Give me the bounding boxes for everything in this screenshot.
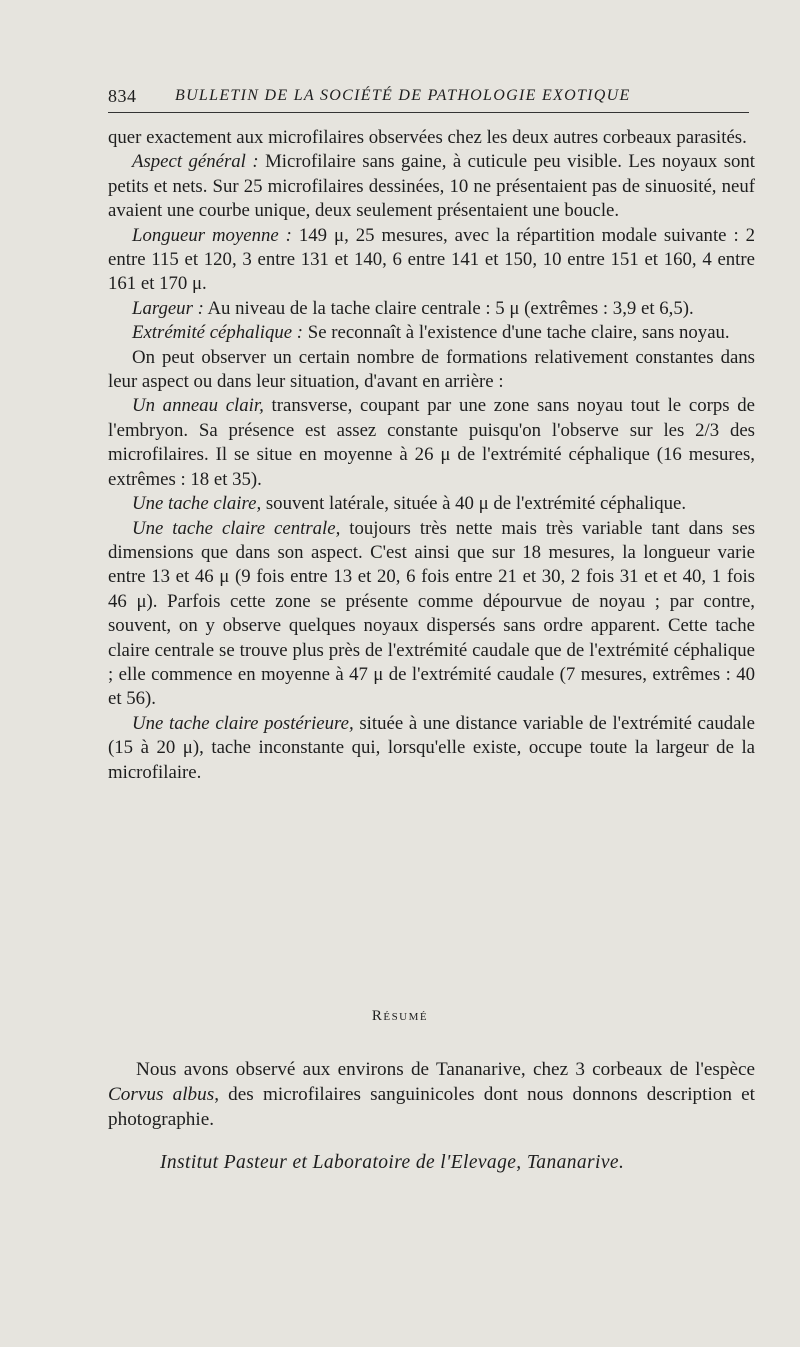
resume-text-after: , des microfilaires sanguinicoles dont nous donnons description et photographie. <box>108 1084 756 1130</box>
label-largeur: Largeur : <box>132 297 204 319</box>
resume-paragraph <box>108 1057 755 1132</box>
label-longueur: Longueur moyenne : <box>132 224 292 246</box>
paragraph-longueur <box>108 224 755 297</box>
text-anneau-clair: transverse, coupant par une zone sans noyau tout le corps de l'embryon. Sa présence est assez constante puisqu'on l'observe sur les 2/3 des microfilaires. Il se situe en moyenne à 26 μ de l'extrémité céphalique (16 mesures, extrêmes : 18 et 35). <box>108 395 756 490</box>
label-tache-centrale: Une tache claire centrale, <box>132 517 341 539</box>
label-aspect-general: Aspect général : <box>132 151 259 173</box>
page-number: 834 <box>108 86 137 106</box>
paragraph-continuation: quer exactement aux microfilaires observées chez les deux autres corbeaux parasités. <box>108 127 747 148</box>
page-header <box>108 86 748 112</box>
resume-body <box>108 1057 755 1132</box>
article-body <box>108 126 755 785</box>
paragraph-tache-centrale <box>108 517 755 712</box>
label-tache-posterieure: Une tache claire postérieure, <box>132 712 354 734</box>
label-anneau-clair: Un anneau clair, <box>132 395 264 417</box>
resume-species: Corvus albus <box>108 1084 215 1105</box>
header-rule <box>108 112 749 113</box>
paragraph-tache-claire <box>108 492 755 516</box>
paragraph-tache-posterieure <box>108 712 755 785</box>
paragraph-extremite-cephalique <box>108 321 755 345</box>
author-affiliation: Institut Pasteur et Laboratoire de l'Elevage, Tananarive. <box>160 1152 625 1173</box>
text-tache-posterieure: située à une distance variable de l'extrémité caudale (15 à 20 μ), tache inconstante qui, lorsqu'elle existe, occupe toute la largeur de la microfilaire. <box>108 712 755 783</box>
paragraph-anneau-clair <box>108 394 755 492</box>
paragraph-largeur <box>108 297 755 321</box>
text-extremite-cephalique: Se reconnaît à l'existence d'une tache claire, sans noyau. <box>303 322 730 344</box>
paragraph-formations: On peut observer un certain nombre de formations relativement constantes dans leur aspect ou dans leur situation, d'avant en arrière : <box>108 346 755 393</box>
text-largeur: Au niveau de la tache claire centrale : 5 μ (extrêmes : 3,9 et 6,5). <box>203 297 694 319</box>
label-extremite-cephalique: Extrémité céphalique : <box>132 322 304 344</box>
text-aspect-general: Microfilaire sans gaine, à cuticule peu visible. Les noyaux sont petits et nets. Sur 25 microfilaires dessinées, 10 ne présentaient pas de sinuosité, neuf avaient une courbe unique, deux seulement présentaient une boucle. <box>108 151 755 222</box>
resume-text-before: Nous avons observé aux environs de Tananarive, chez 3 corbeaux de l'espèce <box>136 1059 755 1080</box>
running-title: BULLETIN DE LA SOCIÉTÉ DE PATHOLOGIE EXOTIQUE <box>175 87 631 104</box>
resume-heading: Résumé <box>371 1008 429 1024</box>
text-tache-centrale: toujours très nette mais très variable tant dans ses dimensions que dans son aspect. C'est ainsi que sur 18 mesures, la longueur varie entre 13 et 46 μ (9 fois entre 13 et 20, 6 fois entre 21 et 30, 2 fois 31 et et 40, 1 fois 46 μ). Parfois cette zone se présente comme dépourvue de noyau ; par contre, souvent, on y observe quelques noyaux dispersés sans ordre apparent. Cette tache claire centrale se trouve plus près de l'extrémité caudale que de l'extrémité céphalique ; elle commence en moyenne à 47 μ de l'extrémité caudale (7 mesures, extrêmes : 40 et 56). <box>108 517 755 710</box>
label-tache-claire: Une tache claire, <box>132 493 262 515</box>
text-longueur: 149 μ, 25 mesures, avec la répartition modale suivante : 2 entre 115 et 120, 3 entre 131 et 140, 6 entre 141 et 150, 10 entre 151 et 160, 4 entre 161 et 170 μ. <box>108 224 756 295</box>
text-tache-claire: souvent latérale, située à 40 μ de l'extrémité céphalique. <box>261 493 687 515</box>
paragraph-aspect-general <box>108 150 755 223</box>
